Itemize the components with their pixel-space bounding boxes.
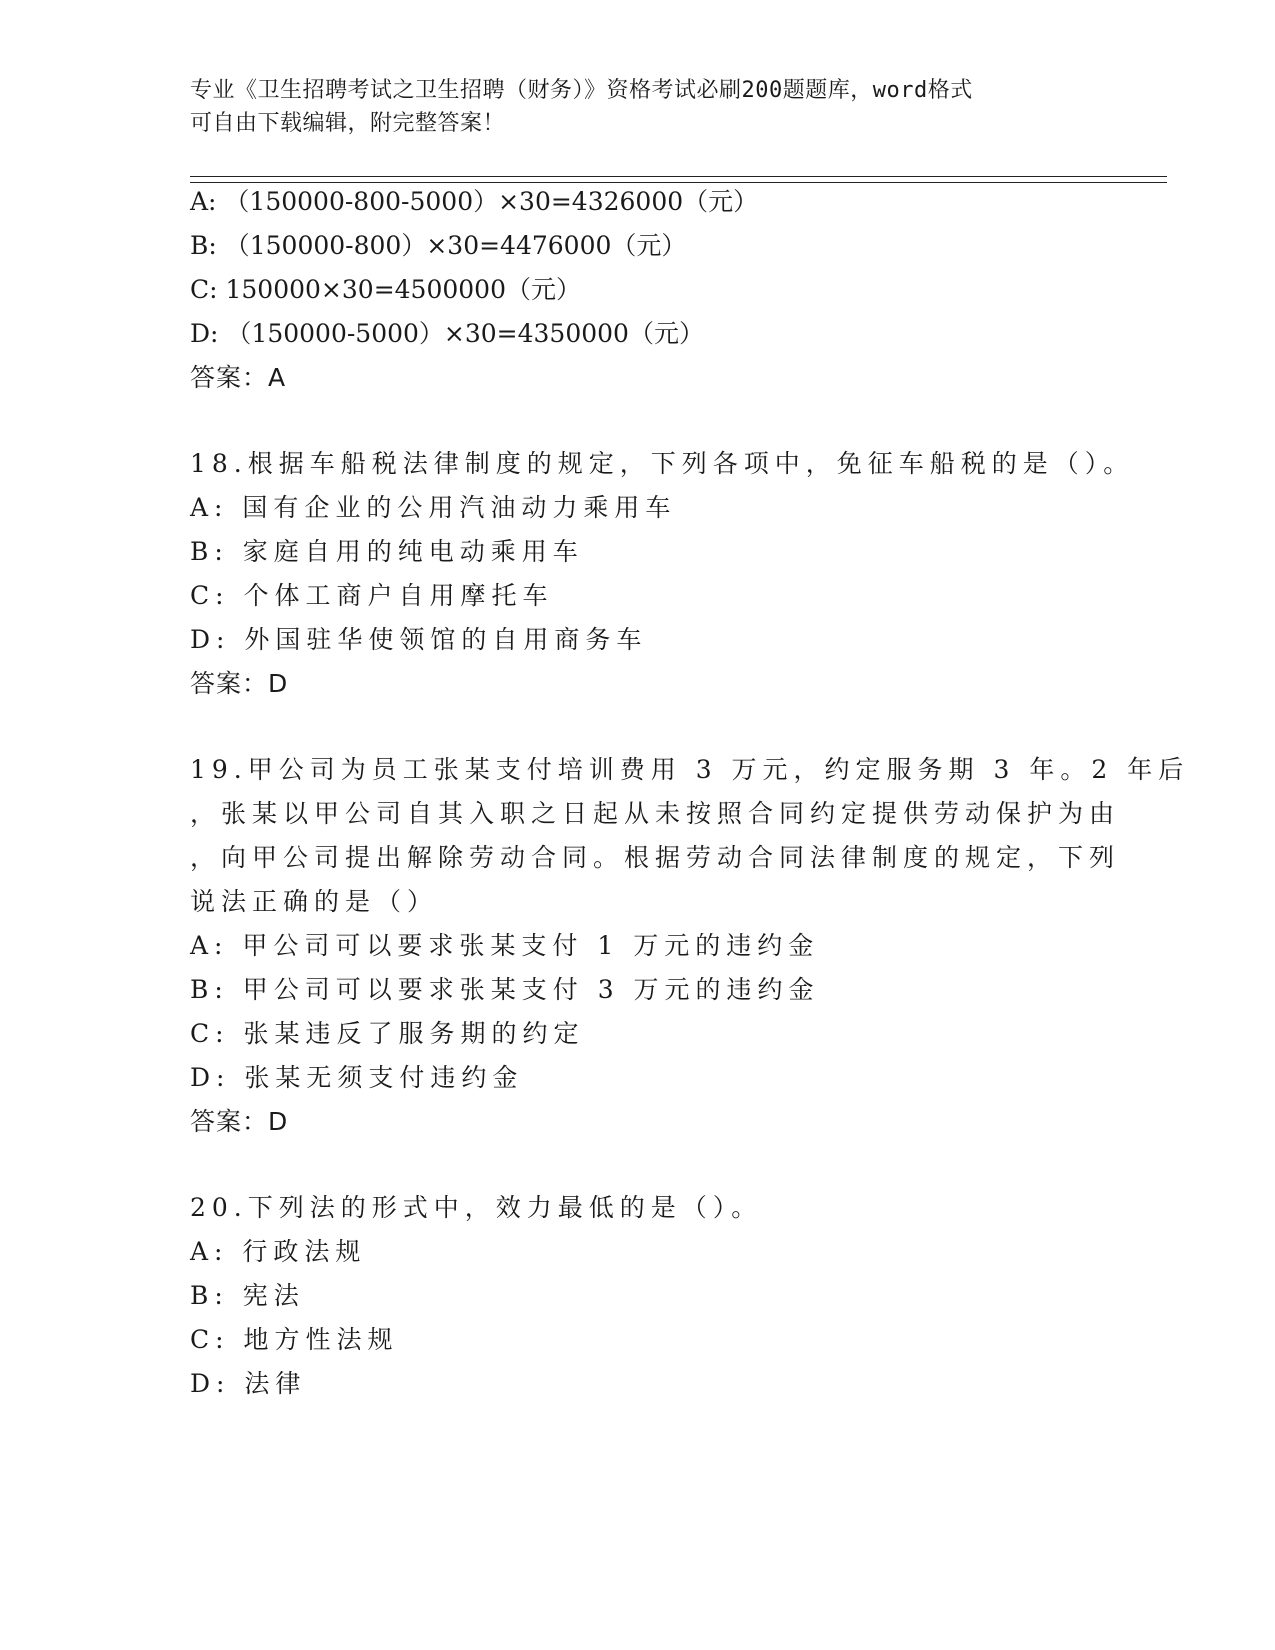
question-19-stem-line-4: 说法正确的是（）: [190, 887, 439, 916]
question-18-stem: 18.根据车船税法律制度的规定，下列各项中，免征车船税的是（）。: [190, 449, 1135, 478]
question-17-option-a: A: （150000-800-5000）×30=4326000（元）: [190, 187, 759, 216]
question-20-option-c: C: 地方性法规: [190, 1325, 399, 1354]
question-17-answer: 答案：A: [190, 363, 287, 392]
document-header: [190, 74, 1090, 140]
question-19-option-c: C: 张某违反了服务期的约定: [190, 1019, 585, 1048]
question-20-option-b: B: 宪法: [190, 1281, 305, 1310]
header-divider-bottom: [190, 182, 1167, 183]
question-19-option-d: D: 张某无须支付违约金: [190, 1063, 524, 1092]
question-17-option-c: C: 150000×30=4500000（元）: [190, 275, 581, 304]
header-title-line-1: 专业《卫生招聘考试之卫生招聘（财务）》资格考试必刷200题题库，word格式: [190, 78, 973, 103]
question-19-stem-line-1: 19.甲公司为员工张某支付培训费用 3 万元，约定服务期 3 年。2 年后: [190, 755, 1190, 784]
question-19-stem-line-3: ，向甲公司提出解除劳动合同。根据劳动合同法律制度的规定，下列: [190, 843, 1121, 872]
question-18-option-b: B: 家庭自用的纯电动乘用车: [190, 537, 584, 566]
question-18-option-a: A: 国有企业的公用汽油动力乘用车: [190, 493, 677, 522]
header-title-line-2: 可自由下载编辑，附完整答案！: [190, 111, 506, 136]
question-19-stem-line-2: ，张某以甲公司自其入职之日起从未按照合同约定提供劳动保护为由: [190, 799, 1121, 828]
question-19-option-b: B: 甲公司可以要求张某支付 3 万元的违约金: [190, 975, 820, 1004]
question-18-option-d: D: 外国驻华使领馆的自用商务车: [190, 625, 648, 654]
question-19-option-a: A: 甲公司可以要求张某支付 1 万元的违约金: [190, 931, 820, 960]
question-20-option-d: D: 法律: [190, 1369, 307, 1398]
header-divider-top: [190, 176, 1167, 177]
question-17-option-b: B: （150000-800）×30=4476000（元）: [190, 231, 687, 260]
question-18-answer: 答案：D: [190, 669, 289, 698]
question-20-stem: 20.下列法的形式中，效力最低的是（）。: [190, 1193, 763, 1222]
question-20-option-a: A: 行政法规: [190, 1237, 367, 1266]
question-17-option-d: D: （150000-5000）×30=4350000（元）: [190, 319, 704, 348]
question-19-answer: 答案：D: [190, 1107, 289, 1136]
question-18-option-c: C: 个体工商户自用摩托车: [190, 581, 554, 610]
